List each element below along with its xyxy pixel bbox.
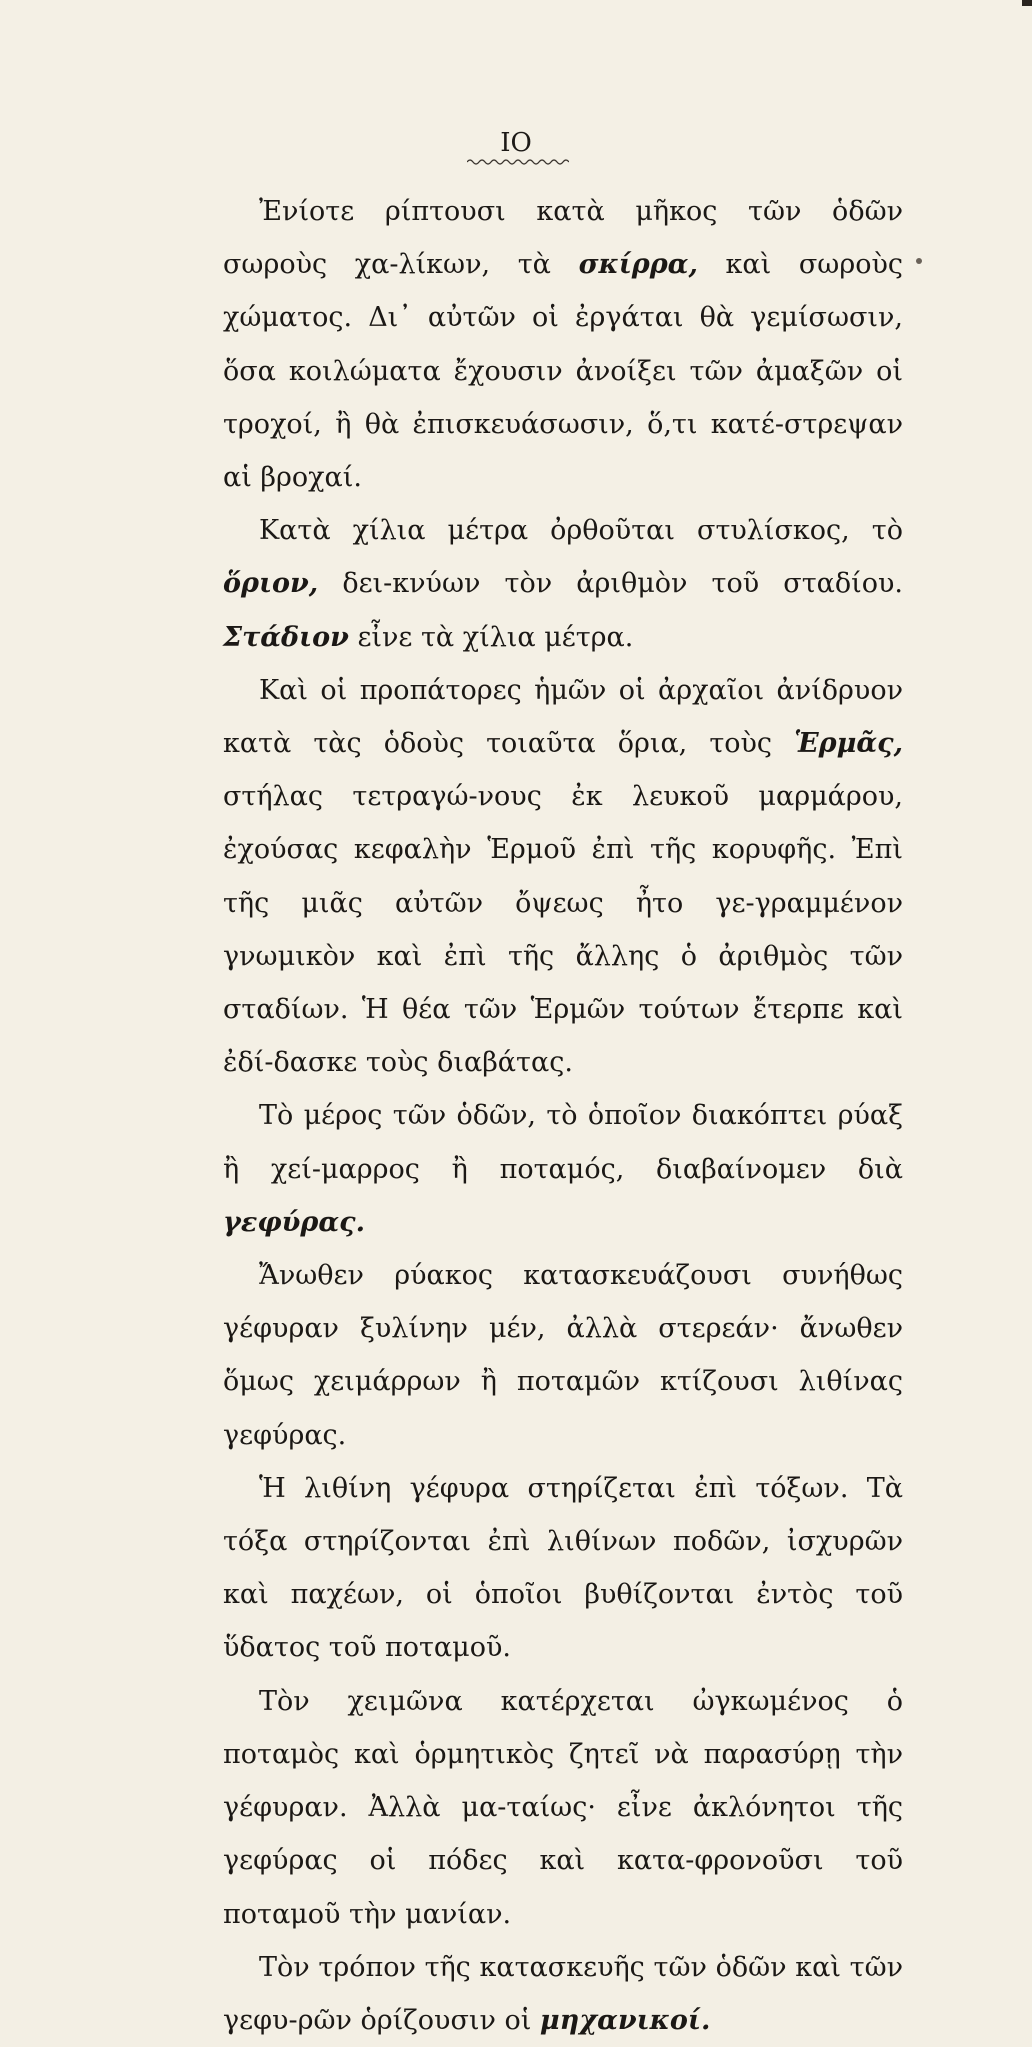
paragraph-text: εἶνε τὰ χίλια μέτρα. xyxy=(348,621,634,653)
paragraph xyxy=(223,504,903,664)
wavy-rule-ornament xyxy=(467,158,569,166)
paragraph xyxy=(223,1249,903,1462)
paragraph xyxy=(223,1462,903,1675)
emphasized-term: Ἑρμᾶς, xyxy=(794,728,903,760)
body-text xyxy=(223,185,903,2047)
paragraph-text: Τὸ μέρος τῶν ὁδῶν, τὸ ὁποῖον διακόπτει ρύαξ ἢ χεί-μαρρος ἢ ποταμός, διαβαίνομεν διὰ xyxy=(223,1100,903,1185)
page-edge-mark xyxy=(1022,0,1032,6)
emphasized-term: ὅριον, xyxy=(223,568,319,600)
emphasized-term: σκίρρα, xyxy=(578,249,698,281)
paragraph-text: Τὸν τρόπον τῆς κατασκευῆς τῶν ὁδῶν καὶ τῶν γεφυ-ρῶν ὁρίζουσιν οἱ xyxy=(223,1951,903,2036)
paragraph-text: στήλας τετραγώ-νους ἐκ λευκοῦ μαρμάρου, ἐχούσας κεφαλὴν Ἑρμοῦ ἐπὶ τῆς κορυφῆς. Ἐπὶ τῆς μιᾶς αὐτῶν ὄψεως ἦτο γε-γραμμένον γνωμικὸν καὶ ἐπὶ τῆς ἄλλης ὁ ἀριθμὸς τῶν σταδίων. Ἡ θέα τῶν Ἑρμῶν τούτων ἔτερπε καὶ ἐδί-δασκε τοὺς διαβάτας. xyxy=(223,781,903,1079)
page-number: IO xyxy=(500,128,532,158)
paragraph xyxy=(223,1675,903,1941)
paragraph-text: Ἡ λιθίνη γέφυρα στηρίζεται ἐπὶ τόξων. Τὰ τόξα στηρίζονται ἐπὶ λιθίνων ποδῶν, ἰσχυρῶν καὶ παχέων, οἱ ὁποῖοι βυθίζονται ἐντὸς τοῦ ὕδατος τοῦ ποταμοῦ. xyxy=(223,1472,903,1664)
paragraph xyxy=(223,664,903,1090)
paragraph-text: Κατὰ χίλια μέτρα ὀρθοῦται στυλίσκος, τὸ xyxy=(259,515,903,547)
paragraph-text: Καὶ οἱ προπάτορες ἡμῶν οἱ ἀρχαῖοι ἀνίδρυον κατὰ τὰς ὁδοὺς τοιαῦτα ὅρια, τοὺς xyxy=(223,674,903,760)
paragraph xyxy=(223,185,903,504)
paragraph-text: Τὸν χειμῶνα κατέρχεται ὠγκωμένος ὁ ποταμὸς καὶ ὁρμητικὸς ζητεῖ νὰ παρασύρῃ τὴν γέφυραν. Ἀλλὰ μα-ταίως· εἶνε ἀκλόνητοι τῆς γεφύρας οἱ πόδες καὶ κατα-φρονοῦσι τοῦ ποταμοῦ τὴν μανίαν. xyxy=(223,1685,903,1930)
paragraph-text: Ἐνίοτε ρίπτουσι κατὰ μῆκος τῶν ὁδῶν σωροὺς χα-λίκων, τὰ xyxy=(223,196,903,281)
emphasized-term: μηχανικοί. xyxy=(539,2004,711,2036)
paragraph xyxy=(223,1941,903,2047)
paragraph xyxy=(223,1089,903,1249)
paragraph-text: δει-κνύων τὸν ἀριθμὸν τοῦ σταδίου. xyxy=(318,568,903,600)
emphasized-term: γεφύρας. xyxy=(223,1206,365,1238)
emphasized-term: Στάδιον xyxy=(223,621,349,653)
margin-dot xyxy=(916,258,922,264)
paragraph-text: καὶ σωροὺς χώματος. Δι᾽ αὐτῶν οἱ ἐργάται θὰ γεμίσωσιν, ὅσα κοιλώματα ἔχουσιν ἀνοίξει τῶν ἀμαξῶν οἱ τροχοί, ἢ θὰ ἐπισκευάσωσιν, ὅ,τι κατέ-στρεψαν αἱ βροχαί. xyxy=(223,249,903,494)
paragraph-text: Ἄνωθεν ρύακος κατασκευάζουσι συνήθως γέφυραν ξυλίνην μέν, ἀλλὰ στερεάν· ἄνωθεν ὅμως χειμάρρων ἢ ποταμῶν κτίζουσι λιθίνας γεφύρας. xyxy=(223,1260,903,1451)
